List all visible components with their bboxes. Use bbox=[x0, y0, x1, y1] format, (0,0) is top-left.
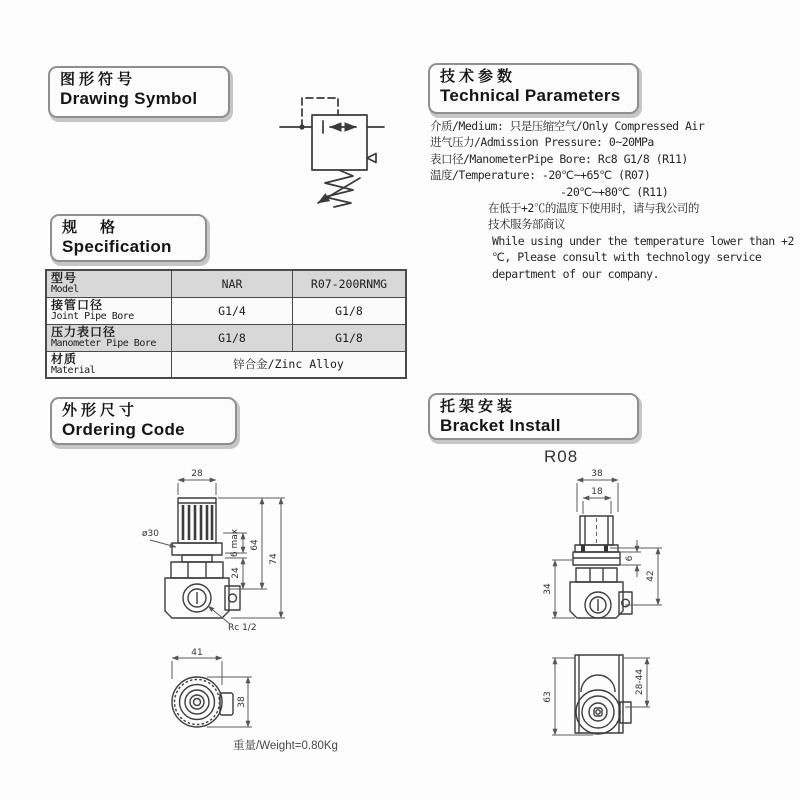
row-label-cell bbox=[46, 270, 172, 297]
dim-label-port-thread: Rc 1/2 bbox=[228, 623, 257, 633]
row-label-en: Model bbox=[51, 284, 79, 296]
gauge-port-block bbox=[619, 592, 632, 614]
tech-param-line: department of our company. bbox=[492, 266, 660, 281]
tech-param-line: 技术服务部商议 bbox=[488, 217, 565, 232]
specification-table bbox=[45, 269, 407, 379]
technical-parameters-header bbox=[428, 63, 639, 114]
gauge-port-block bbox=[225, 586, 240, 610]
drawing-symbol-title-en: Drawing Symbol bbox=[60, 88, 198, 108]
bracket-clip bbox=[604, 546, 608, 552]
tech-param-line: ℃, Please consult with technology service bbox=[492, 250, 762, 265]
dim-label-41: 41 bbox=[191, 648, 203, 658]
knurl-ring bbox=[175, 680, 220, 725]
cell-value: R07-200RNMG bbox=[293, 270, 407, 297]
row-label-en: Material bbox=[51, 364, 96, 376]
tech-param-line: 表口径/ManometerPipe Bore: Rc8 G1/8 (R11) bbox=[430, 151, 688, 166]
table-row bbox=[46, 324, 406, 351]
tech-param-line: -20℃~+80℃ (R11) bbox=[560, 184, 669, 199]
bracket-front-view-drawing bbox=[535, 462, 700, 632]
spring-zigzag bbox=[325, 170, 353, 207]
tech-param-line: 进气压力/Admission Pressure: 0~20MPa bbox=[430, 135, 654, 150]
front-view-drawing bbox=[130, 458, 310, 643]
dim-label-18: 18 bbox=[591, 487, 603, 497]
bracket-install-title-en: Bracket Install bbox=[440, 415, 561, 435]
collar-outline bbox=[172, 543, 222, 555]
cell-value: G1/8 bbox=[172, 324, 293, 351]
side-tab-outline bbox=[620, 702, 631, 723]
adjustment-arrow bbox=[318, 178, 360, 203]
technical-parameters-title-zh: 技术参数 bbox=[440, 68, 517, 85]
dim-label-24: 24 bbox=[231, 567, 241, 579]
table-row bbox=[46, 297, 406, 324]
bracket-clip bbox=[581, 546, 585, 552]
technical-parameters-text bbox=[430, 118, 796, 282]
cell-value: 锌合金/Zinc Alloy bbox=[172, 351, 407, 378]
row-label-cell bbox=[46, 324, 172, 351]
dim-label-28: 28 bbox=[191, 469, 203, 479]
row-label-zh: 材质 bbox=[51, 351, 78, 366]
table-row bbox=[46, 351, 406, 378]
tech-param-line: 介质/Medium: 只是压缩空气/Only Compressed Air bbox=[430, 119, 705, 133]
weight-label: 重量/Weight=0.80Kg bbox=[233, 740, 338, 752]
specification-title-en: Specification bbox=[62, 236, 172, 256]
dim-label-6max: 6 max bbox=[230, 528, 240, 558]
ordering-code-title-zh: 外形尺寸 bbox=[62, 402, 139, 419]
dim-label-42: 42 bbox=[646, 570, 656, 582]
table-row bbox=[46, 270, 406, 297]
dim-label-38: 38 bbox=[591, 469, 603, 479]
cell-value: NAR bbox=[172, 270, 293, 297]
cell-value: G1/8 bbox=[293, 324, 407, 351]
technical-parameters-title-en: Technical Parameters bbox=[440, 85, 621, 105]
ordering-code-header bbox=[50, 397, 237, 445]
tech-param-line: While using under the temperature lower than +2 bbox=[492, 233, 794, 248]
bracket-model-label: R08 bbox=[544, 447, 579, 466]
dim-label-knob-diameter: ø30 bbox=[142, 529, 159, 539]
dim-label-34: 34 bbox=[543, 583, 553, 595]
pneumatic-symbol-drawing bbox=[272, 76, 422, 216]
tech-param-line: 在低于+2℃的温度下使用时，请与我公司的 bbox=[488, 200, 699, 215]
row-label-zh: 接管口径 bbox=[51, 298, 104, 312]
ordering-code-title-en: Ordering Code bbox=[62, 419, 185, 439]
bracket-install-title-zh: 托架安装 bbox=[440, 398, 517, 415]
pilot-dashed-line bbox=[302, 98, 338, 127]
row-label-en: Manometer Pipe Bore bbox=[51, 338, 156, 349]
dim-label-63: 63 bbox=[543, 691, 553, 703]
relief-triangle bbox=[367, 154, 376, 163]
specification-header bbox=[50, 214, 207, 262]
regulator-body-square bbox=[312, 115, 367, 170]
cell-value: G1/8 bbox=[293, 297, 407, 324]
dim-label-38: 38 bbox=[237, 696, 247, 708]
row-label-zh: 型号 bbox=[51, 271, 78, 286]
drawing-symbol-title-zh: 图形符号 bbox=[60, 71, 137, 88]
row-label-zh: 压力表口径 bbox=[51, 325, 117, 339]
bracket-install-header bbox=[428, 393, 639, 440]
tech-param-line: 温度/Temperature: -20℃~+65℃ (R07) bbox=[430, 168, 651, 183]
dim-label-74: 74 bbox=[269, 553, 279, 565]
hex-nut-outline bbox=[171, 562, 223, 578]
drawing-symbol-header bbox=[48, 66, 230, 118]
hex-nut-outline bbox=[576, 568, 617, 582]
dim-label-28-44: 28-44 bbox=[635, 668, 645, 696]
row-label-cell bbox=[46, 351, 172, 378]
row-label-en: Joint Pipe Bore bbox=[51, 311, 134, 322]
dim-label-6: 6 bbox=[625, 555, 635, 562]
specification-title-zh: 规 格 bbox=[62, 219, 120, 236]
bracket-bottom-view-drawing bbox=[535, 640, 685, 760]
dim-label-64: 64 bbox=[250, 539, 260, 551]
row-label-cell bbox=[46, 297, 172, 324]
cell-value: G1/4 bbox=[172, 297, 293, 324]
